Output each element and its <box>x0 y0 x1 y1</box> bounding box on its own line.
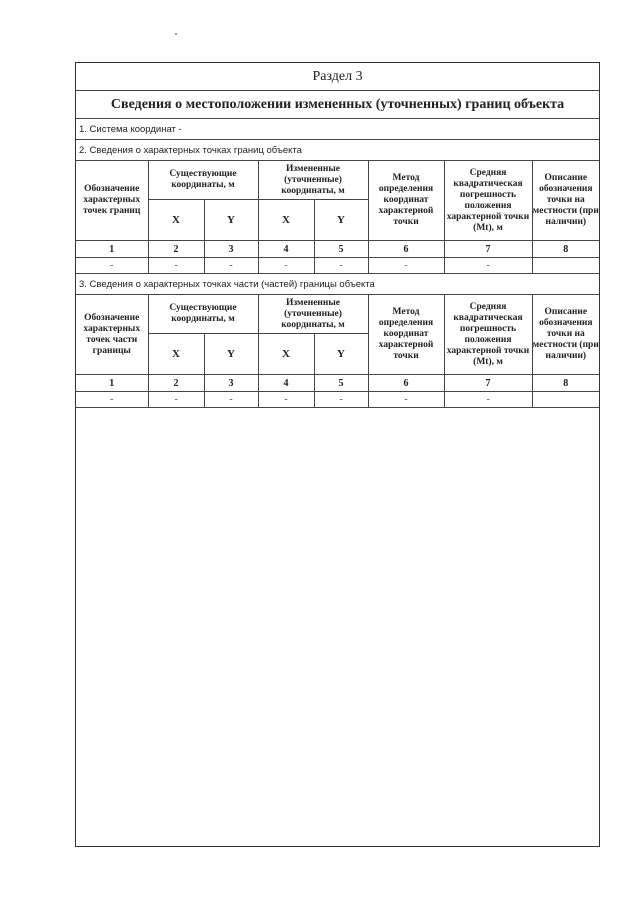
document-frame <box>75 62 600 847</box>
block2-changed-y: Y <box>314 334 368 375</box>
block1-num: 7 <box>444 241 532 258</box>
block2-num: 8 <box>532 375 599 392</box>
block2-changed-x: X <box>258 334 314 375</box>
block1-col-error: Средняя квадратическая погрешность положения характерной точки (Mt), м <box>444 161 532 241</box>
block1-num: 6 <box>368 241 444 258</box>
block1-col-method: Метод определения координат характерной точки <box>368 161 444 241</box>
block2-num: 6 <box>368 375 444 392</box>
block2-caption: 3. Сведения о характерных точках части (частей) границы объекта <box>76 274 599 295</box>
block2-col-error: Средняя квадратическая погрешность положения характерной точки (Mt), м <box>444 295 532 375</box>
block2-cell: - <box>444 392 532 408</box>
block2-num: 2 <box>148 375 204 392</box>
block1-col-existing: Существующие координаты, м <box>148 161 258 200</box>
block2-col-description: Описание обозначения точки на местности (при наличии) <box>532 295 599 375</box>
block2-col-designation: Обозначение характерных точек части границы <box>76 295 148 375</box>
block2-cell: - <box>368 392 444 408</box>
block1-changed-y: Y <box>314 200 368 241</box>
block2-cell: - <box>314 392 368 408</box>
block2-col-method: Метод определения координат характерной точки <box>368 295 444 375</box>
section-title: Раздел 3 <box>76 63 599 91</box>
block1-cell: - <box>444 258 532 274</box>
block1-num: 4 <box>258 241 314 258</box>
block2-existing-y: Y <box>204 334 258 375</box>
block1-num: 2 <box>148 241 204 258</box>
block2-num: 4 <box>258 375 314 392</box>
block2-num: 3 <box>204 375 258 392</box>
block2-cell: - <box>148 392 204 408</box>
block2-col-existing: Существующие координаты, м <box>148 295 258 334</box>
block2-col-changed: Измененные (уточненные) координаты, м <box>258 295 368 334</box>
block1-num: 3 <box>204 241 258 258</box>
block1-cell: - <box>258 258 314 274</box>
block2-num: 1 <box>76 375 148 392</box>
block2-cell <box>532 392 599 408</box>
block2-cell: - <box>258 392 314 408</box>
block1-existing-y: Y <box>204 200 258 241</box>
coord-system: 1. Система координат - <box>76 119 599 140</box>
block1-col-designation: Обозначение характерных точек границ <box>76 161 148 241</box>
block1-col-changed: Измененные (уточненные) координаты, м <box>258 161 368 200</box>
block1-num: 1 <box>76 241 148 258</box>
block1-existing-x: X <box>148 200 204 241</box>
block1-cell: - <box>368 258 444 274</box>
block2-existing-x: X <box>148 334 204 375</box>
scan-speck <box>175 33 177 35</box>
section-table <box>76 63 599 408</box>
block2-cell: - <box>76 392 148 408</box>
block1-cell: - <box>76 258 148 274</box>
block1-num: 8 <box>532 241 599 258</box>
block1-num: 5 <box>314 241 368 258</box>
block1-caption: 2. Сведения о характерных точках границ объекта <box>76 140 599 161</box>
block2-cell: - <box>204 392 258 408</box>
block2-num: 5 <box>314 375 368 392</box>
block1-changed-x: X <box>258 200 314 241</box>
block1-cell: - <box>148 258 204 274</box>
block1-cell: - <box>314 258 368 274</box>
block2-num: 7 <box>444 375 532 392</box>
block1-cell: - <box>204 258 258 274</box>
block1-cell <box>532 258 599 274</box>
section-subtitle: Сведения о местоположении измененных (уточненных) границ объекта <box>76 91 599 119</box>
block1-col-description: Описание обозначения точки на местности (при наличии) <box>532 161 599 241</box>
